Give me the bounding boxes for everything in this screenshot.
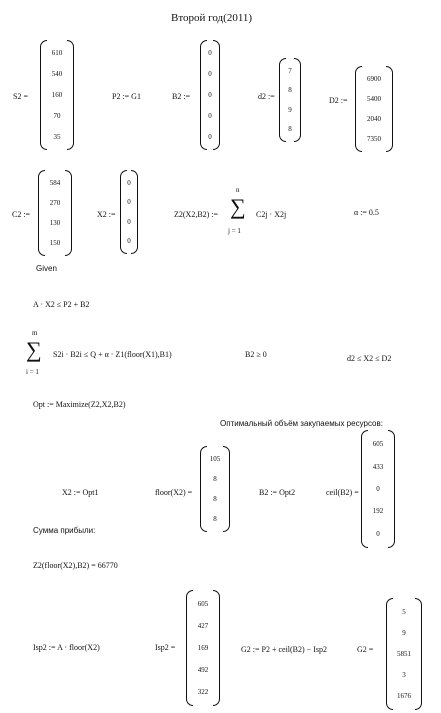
matrix-cell: 6900 bbox=[367, 75, 381, 83]
opt-maximize: Opt := Maximize(Z2,X2,B2) bbox=[33, 400, 126, 409]
constraint-a-x2: A · X2 ≤ P2 + B2 bbox=[33, 300, 90, 309]
matrix-cell: 3 bbox=[402, 671, 406, 680]
ceil-b2-label: ceil(B2) = bbox=[326, 488, 359, 497]
matrix-cell: 5400 bbox=[367, 95, 381, 103]
s2-matrix bbox=[40, 40, 74, 150]
s2-label: S2 = bbox=[13, 92, 28, 101]
matrix-cell: 150 bbox=[49, 239, 61, 247]
b2-label: B2 := bbox=[172, 92, 191, 101]
alpha-assign: α := 0.5 bbox=[354, 208, 379, 217]
matrix-cell: 610 bbox=[51, 49, 63, 58]
optimal-resources-caption: Оптимальный объём закупаемых ресурсов: bbox=[220, 419, 383, 428]
matrix-cell: 1676 bbox=[397, 692, 411, 701]
matrix-cell: 605 bbox=[197, 600, 209, 608]
floor-x2-matrix bbox=[200, 446, 230, 532]
matrix-cell: 160 bbox=[51, 90, 63, 99]
matrix-cell: 8 bbox=[213, 515, 217, 523]
c2-label: C2 := bbox=[12, 210, 31, 219]
matrix-cell: 0 bbox=[376, 529, 380, 538]
matrix-cell: 130 bbox=[49, 219, 61, 227]
sigma-icon: ∑ bbox=[26, 337, 42, 362]
b2-opt-assign: B2 := Opt2 bbox=[259, 488, 296, 497]
given-keyword: Given bbox=[36, 264, 57, 273]
matrix-cell: 105 bbox=[209, 455, 221, 463]
constraint-sum-lower: i = 1 bbox=[26, 368, 39, 376]
matrix-cell: 433 bbox=[372, 462, 384, 471]
z2-sum-upper: n bbox=[236, 186, 240, 194]
isp2-matrix bbox=[186, 590, 220, 706]
matrix-cell: 9 bbox=[288, 105, 292, 114]
matrix-cell: 70 bbox=[53, 111, 61, 120]
matrix-cell: 0 bbox=[127, 217, 131, 226]
g2-matrix bbox=[386, 598, 422, 710]
profit-value: Z2(floor(X2),B2) = 66770 bbox=[33, 561, 118, 570]
ceil-b2-matrix bbox=[361, 430, 395, 548]
constraint-b2-nonneg: B2 ≥ 0 bbox=[245, 350, 267, 359]
x2-label: X2 := bbox=[97, 210, 116, 219]
matrix-cell: 8 bbox=[288, 86, 292, 95]
g2-label: G2 = bbox=[357, 645, 374, 654]
matrix-cell: 7 bbox=[288, 66, 292, 75]
matrix-cell: 5851 bbox=[397, 649, 411, 658]
matrix-cell: 0 bbox=[127, 198, 131, 207]
matrix-cell: 0 bbox=[376, 484, 380, 493]
constraint-budget: S2i · B2i ≤ Q + α · Z1(floor(X1),B1) bbox=[53, 350, 172, 359]
matrix-cell: 169 bbox=[197, 644, 209, 652]
matrix-cell: 605 bbox=[372, 440, 384, 449]
constraint-sum-upper: m bbox=[32, 329, 38, 337]
sigma-icon: ∑ bbox=[230, 194, 246, 219]
b2-matrix bbox=[200, 40, 220, 150]
matrix-cell: 322 bbox=[197, 688, 209, 696]
matrix-cell: 9 bbox=[402, 628, 406, 637]
matrix-cell: 270 bbox=[49, 199, 61, 207]
matrix-cell: 540 bbox=[51, 70, 63, 79]
matrix-cell: 0 bbox=[127, 178, 131, 187]
d2-matrix bbox=[279, 58, 301, 142]
g2-assign: G2 := P2 + ceil(B2) − Isp2 bbox=[241, 645, 327, 654]
D2-label: D2 := bbox=[329, 96, 348, 105]
floor-x2-label: floor(X2) = bbox=[155, 488, 193, 497]
D2-matrix bbox=[355, 66, 393, 152]
d2-label: d2 := bbox=[258, 92, 275, 101]
matrix-cell: 5 bbox=[402, 607, 406, 616]
p2-assign: P2 := G1 bbox=[112, 92, 141, 101]
isp2-label: Isp2 = bbox=[155, 643, 176, 652]
matrix-cell: 2040 bbox=[367, 115, 381, 123]
x2-opt-assign: X2 := Opt1 bbox=[62, 488, 99, 497]
matrix-cell: 192 bbox=[372, 507, 384, 516]
matrix-cell: 0 bbox=[208, 70, 212, 79]
profit-caption: Сумма прибыли: bbox=[33, 526, 96, 535]
matrix-cell: 8 bbox=[288, 125, 292, 134]
page-title: Второй год(2011) bbox=[171, 12, 253, 24]
matrix-cell: 0 bbox=[208, 111, 212, 120]
z2-definition-lhs: Z2(X2,B2) := bbox=[174, 210, 219, 219]
matrix-cell: 427 bbox=[197, 622, 209, 630]
constraint-x2-bounds: d2 ≤ X2 ≤ D2 bbox=[347, 354, 392, 363]
matrix-cell: 492 bbox=[197, 666, 209, 674]
z2-sum-lower: j = 1 bbox=[228, 227, 241, 235]
z2-definition-rhs: C2j · X2j bbox=[256, 210, 287, 219]
matrix-cell: 0 bbox=[127, 237, 131, 246]
matrix-cell: 0 bbox=[208, 49, 212, 58]
matrix-cell: 7350 bbox=[367, 135, 381, 143]
isp2-assign: Isp2 := A · floor(X2) bbox=[33, 643, 100, 652]
matrix-cell: 35 bbox=[53, 132, 61, 141]
matrix-cell: 0 bbox=[208, 132, 212, 141]
matrix-cell: 584 bbox=[49, 179, 61, 187]
matrix-cell: 8 bbox=[213, 495, 217, 503]
matrix-cell: 0 bbox=[208, 90, 212, 99]
matrix-cell: 8 bbox=[213, 475, 217, 483]
c2-matrix bbox=[38, 170, 72, 256]
x2-matrix bbox=[120, 170, 138, 254]
